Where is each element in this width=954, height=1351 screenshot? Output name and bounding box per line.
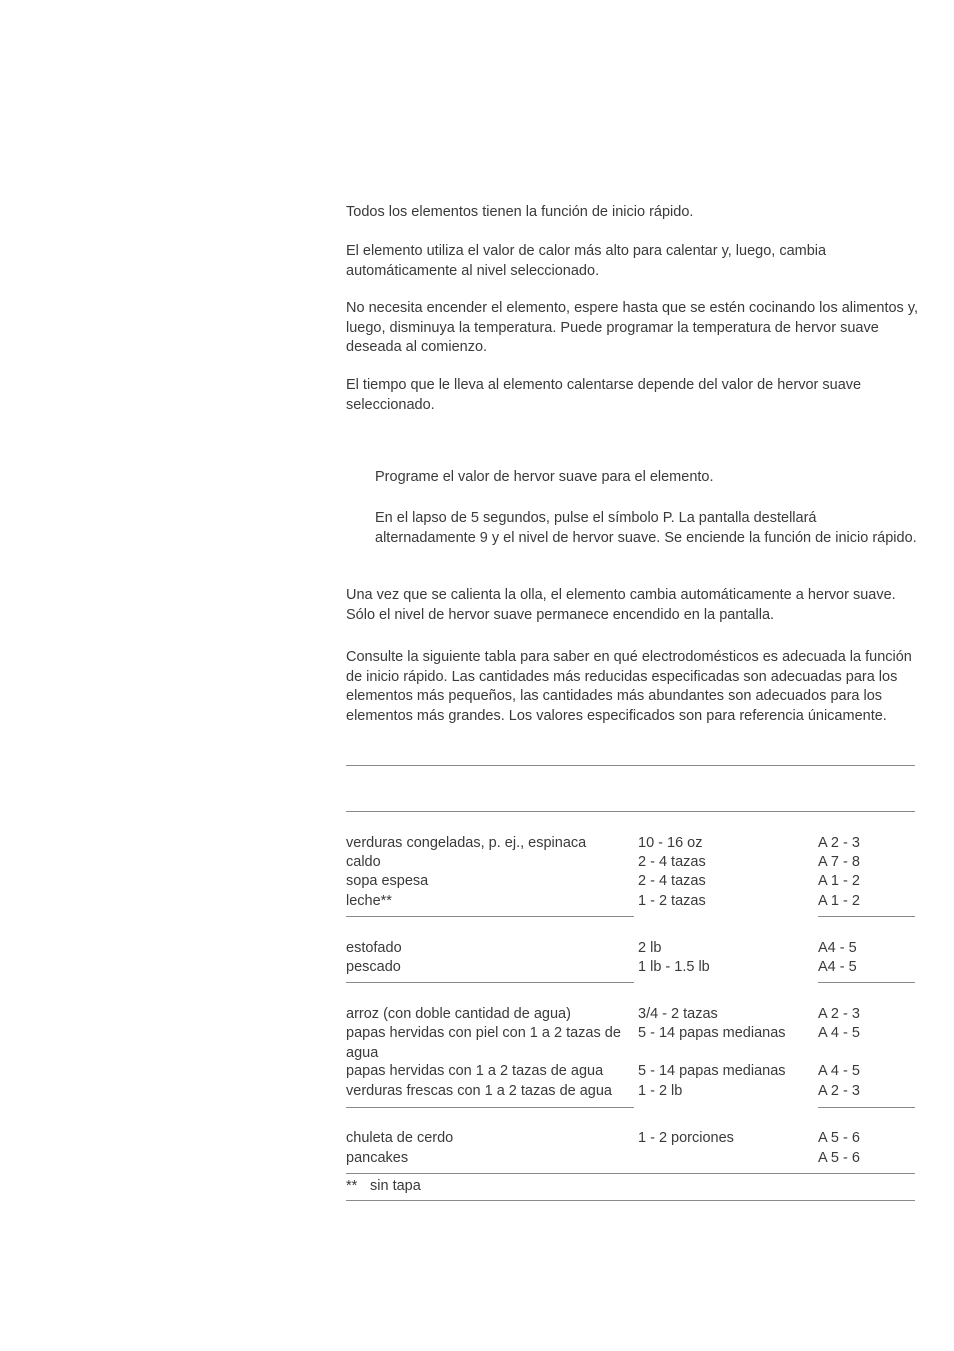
group-3-rule-left — [346, 1107, 634, 1108]
table-row-food: papas hervidas con piel con 1 a 2 tazas de agua — [346, 1025, 621, 1061]
table-row-setting: A 4 - 5 — [818, 1025, 860, 1041]
table-row-setting: A4 - 5 — [818, 940, 857, 956]
table-row-quantity: 1 - 2 lb — [638, 1083, 683, 1099]
table-row-quantity: 5 - 14 papas medianas — [638, 1063, 786, 1079]
table-row-food: verduras frescas con 1 a 2 tazas de agua — [346, 1083, 612, 1099]
table-row-food: arroz (con doble cantidad de agua) — [346, 1006, 571, 1022]
table-row-food: leche** — [346, 893, 392, 909]
group-1-rule-right — [818, 916, 915, 917]
table-top-rule — [346, 765, 915, 766]
paragraph-quick-start-intro: Todos los elementos tienen la función de inicio rápido. — [346, 204, 694, 220]
table-row-setting: A 2 - 3 — [818, 1006, 860, 1022]
table-row-food: estofado — [346, 940, 402, 956]
table-row-quantity: 1 - 2 porciones — [638, 1130, 734, 1146]
footnote-mark: ** — [346, 1178, 358, 1194]
group-1-rule-left — [346, 916, 634, 917]
table-row-quantity: 2 - 4 tazas — [638, 854, 706, 870]
table-row-quantity: 10 - 16 oz — [638, 835, 703, 851]
table-row-setting: A4 - 5 — [818, 959, 857, 975]
step-1-text: Programe el valor de hervor suave para el elemento. — [375, 469, 714, 485]
table-row-setting: A 1 - 2 — [818, 873, 860, 889]
table-row-food: caldo — [346, 854, 381, 870]
table-row-food: chuleta de cerdo — [346, 1130, 454, 1146]
group-2-rule-left — [346, 982, 634, 983]
table-row-setting: A 1 - 2 — [818, 893, 860, 909]
paragraph-after-heating: Una vez que se calienta la olla, el elemento cambia automáticamente a hervor suave. Sólo el nivel de hervor suave permanece encendido en la pantalla. — [346, 587, 896, 623]
table-row-quantity: 2 lb — [638, 940, 662, 956]
paragraph-heat-behavior: El elemento utiliza el valor de calor más alto para calentar y, luego, cambia automáticamente al nivel seleccionado. — [346, 243, 827, 279]
table-row-food: verduras congeladas, p. ej., espinaca — [346, 835, 587, 851]
footnote-rule — [346, 1200, 915, 1201]
table-row-quantity: 5 - 14 papas medianas — [638, 1025, 786, 1041]
table-header-rule — [346, 811, 915, 812]
paragraph-heating-time: El tiempo que le lleva al elemento calentarse depende del valor de hervor suave seleccionado. — [346, 377, 862, 413]
paragraph-table-intro: Consulte la siguiente tabla para saber en qué electrodomésticos es adecuada la función de inicio rápido. Las cantidades más reducidas especificadas son adecuadas para los elementos más pequeños, las cantidades más abundantes son adecuados para los elementos más grandes. Los valores especificados son para referencia únicamente. — [346, 649, 912, 724]
table-row-food: sopa espesa — [346, 873, 429, 889]
table-row-quantity: 3/4 - 2 tazas — [638, 1006, 718, 1022]
table-row-quantity: 1 lb - 1.5 lb — [638, 959, 710, 975]
table-row-food: pancakes — [346, 1150, 409, 1166]
table-row-setting: A 2 - 3 — [818, 1083, 860, 1099]
paragraph-no-manual-switch: No necesita encender el elemento, espere hasta que se estén cocinando los alimentos y, luego, disminuya la temperatura. Puede programar la temperatura de hervor suave deseada al comienzo. — [346, 300, 919, 355]
table-row-quantity: 1 - 2 tazas — [638, 893, 706, 909]
table-row-quantity: 2 - 4 tazas — [638, 873, 706, 889]
group-2-rule-right — [818, 982, 915, 983]
table-row-setting: A 7 - 8 — [818, 854, 860, 870]
table-row-setting: A 4 - 5 — [818, 1063, 860, 1079]
table-bottom-rule — [346, 1173, 915, 1174]
step-2-text: En el lapso de 5 segundos, pulse el símbolo P. La pantalla destellará alternadamente 9 y el nivel de hervor suave. Se enciende la función de inicio rápido. — [375, 510, 917, 546]
group-3-rule-right — [818, 1107, 915, 1108]
table-row-food: pescado — [346, 959, 401, 975]
table-row-food: papas hervidas con 1 a 2 tazas de agua — [346, 1063, 604, 1079]
table-row-setting: A 2 - 3 — [818, 835, 860, 851]
table-row-setting: A 5 - 6 — [818, 1130, 860, 1146]
table-row-setting: A 5 - 6 — [818, 1150, 860, 1166]
footnote-text: sin tapa — [370, 1178, 421, 1194]
